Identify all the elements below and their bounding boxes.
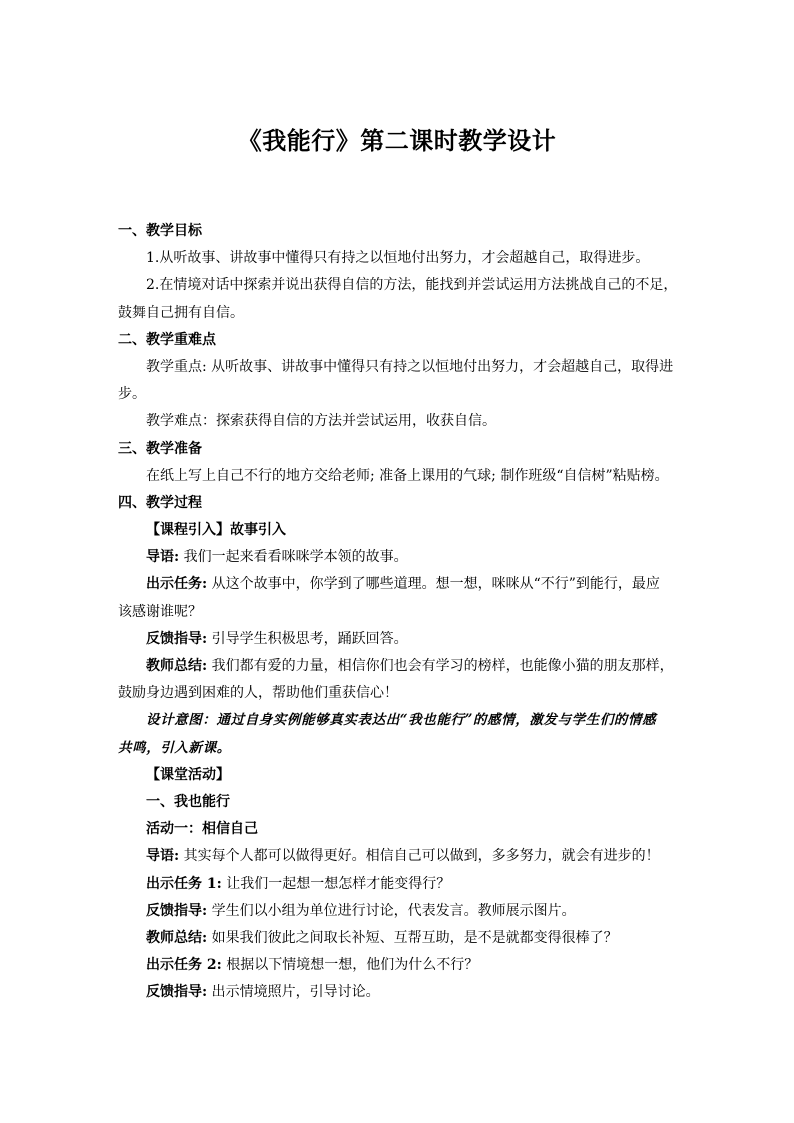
part-one-heading: 一、我也能行 xyxy=(146,793,230,810)
intro-summary-line-2: 鼓励身边遇到困难的人，帮助他们重获信心！ xyxy=(118,685,398,702)
design-intent-line-1: 设计意图：通过自身实例能够真实表达出“我也能行”的感情，激发与学生们的情感 xyxy=(146,712,657,729)
intro-task-label: 出示任务: xyxy=(146,576,208,593)
course-intro-title: 故事引入 xyxy=(230,522,286,539)
course-intro-bracket: 【课程引入】 xyxy=(146,522,230,539)
section-heading-key-points: 二、教学重难点 xyxy=(118,331,216,348)
intro-guide-text: 我们一起来看看咪咪学本领的故事。 xyxy=(179,549,408,566)
feedback-3-line xyxy=(118,979,678,1006)
task-1-line xyxy=(118,871,678,898)
intro-guide-label: 导语: xyxy=(146,549,180,566)
feedback-2-line xyxy=(118,898,678,925)
class-activity-heading: 【课堂活动】 xyxy=(146,766,230,783)
intro-feedback-line xyxy=(118,626,678,653)
preparation-text: 在纸上写上自己不行的地方交给老师; 准备上课用的气球; 制作班级“自信树”粘贴榜。 xyxy=(146,467,669,484)
design-intent-line-2: 共鸣，引入新课。 xyxy=(118,739,231,756)
activity-guide-label: 导语: xyxy=(146,848,180,865)
section-heading-objectives: 一、教学目标 xyxy=(118,223,202,239)
summary-2-label: 教师总结: xyxy=(146,929,208,946)
difficulty-label: 教学难点： xyxy=(146,413,216,430)
intro-summary-text: 我们都有爱的力量，相信你们也会有学习的榜样，也能像小猫的朋友那样， xyxy=(207,658,674,674)
key-point-text: 从听故事、讲故事中懂得只有持之以恒地付出努力，才会超越自己，取得进 xyxy=(206,358,674,375)
task-1-label: 出示任务 1: xyxy=(146,875,222,892)
key-point-label: 教学重点: xyxy=(146,358,207,375)
task-2-label: 出示任务 2: xyxy=(146,957,222,974)
feedback-2-label: 反馈指导: xyxy=(146,902,208,919)
document-title: 《我能行》第二课时教学设计 xyxy=(237,126,557,155)
intro-feedback-label: 反馈指导: xyxy=(146,630,208,647)
task-2-line xyxy=(118,952,678,979)
objective-2-line-2: 鼓舞自己拥有自信。 xyxy=(118,304,244,321)
task-2-text: 根据以下情境想一想，他们为什么不行？ xyxy=(221,957,479,974)
key-point-line-1 xyxy=(118,354,678,381)
document-body xyxy=(118,218,678,1006)
course-intro-heading xyxy=(118,517,678,544)
task-1-text: 让我们一起想一想怎样才能变得行？ xyxy=(221,875,451,892)
summary-2-text: 如果我们彼此之间取长补短、互帮互助，是不是就都变得很棒了？ xyxy=(207,929,618,946)
section-heading-preparation: 三、教学准备 xyxy=(118,440,202,457)
key-point-line-2: 步。 xyxy=(118,386,146,403)
intro-summary-line-1 xyxy=(118,653,678,680)
intro-summary-label: 教师总结: xyxy=(146,658,208,674)
section-heading-process: 四、教学过程 xyxy=(118,494,202,511)
difficulty-line xyxy=(118,408,678,435)
intro-feedback-text: 引导学生积极思考，踊跃回答。 xyxy=(207,630,408,647)
objective-2-line-1: 2.在情境对话中探索并说出获得自信的方法，能找到并尝试运用方法挑战自己的不足， xyxy=(146,277,678,294)
intro-task-text: 从这个故事中，你学到了哪些道理。想一想，咪咪从“不行”到能行，最应 xyxy=(207,576,660,593)
feedback-3-label: 反馈指导: xyxy=(146,984,208,1001)
intro-task-line-2: 该感谢谁呢？ xyxy=(118,603,202,620)
summary-2-line xyxy=(118,925,678,952)
feedback-3-text: 出示情境照片，引导讨论。 xyxy=(207,984,380,1001)
intro-task-line-1 xyxy=(118,571,678,598)
objective-1: 1.从听故事、讲故事中懂得只有持之以恒地付出努力，才会超越自己，取得进步。 xyxy=(146,250,650,267)
activity-one-heading: 活动一：相信自己 xyxy=(146,821,258,838)
activity-guide-text: 其实每个人都可以做得更好。相信自己可以做到，多多努力，就会有进步的！ xyxy=(179,848,660,865)
difficulty-text: 探索获得自信的方法并尝试运用，收获自信。 xyxy=(216,413,496,430)
intro-guide-line xyxy=(118,544,678,571)
activity-guide-line xyxy=(118,843,678,870)
feedback-2-text: 学生们以小组为单位进行讨论，代表发言。教师展示图片。 xyxy=(207,902,576,919)
